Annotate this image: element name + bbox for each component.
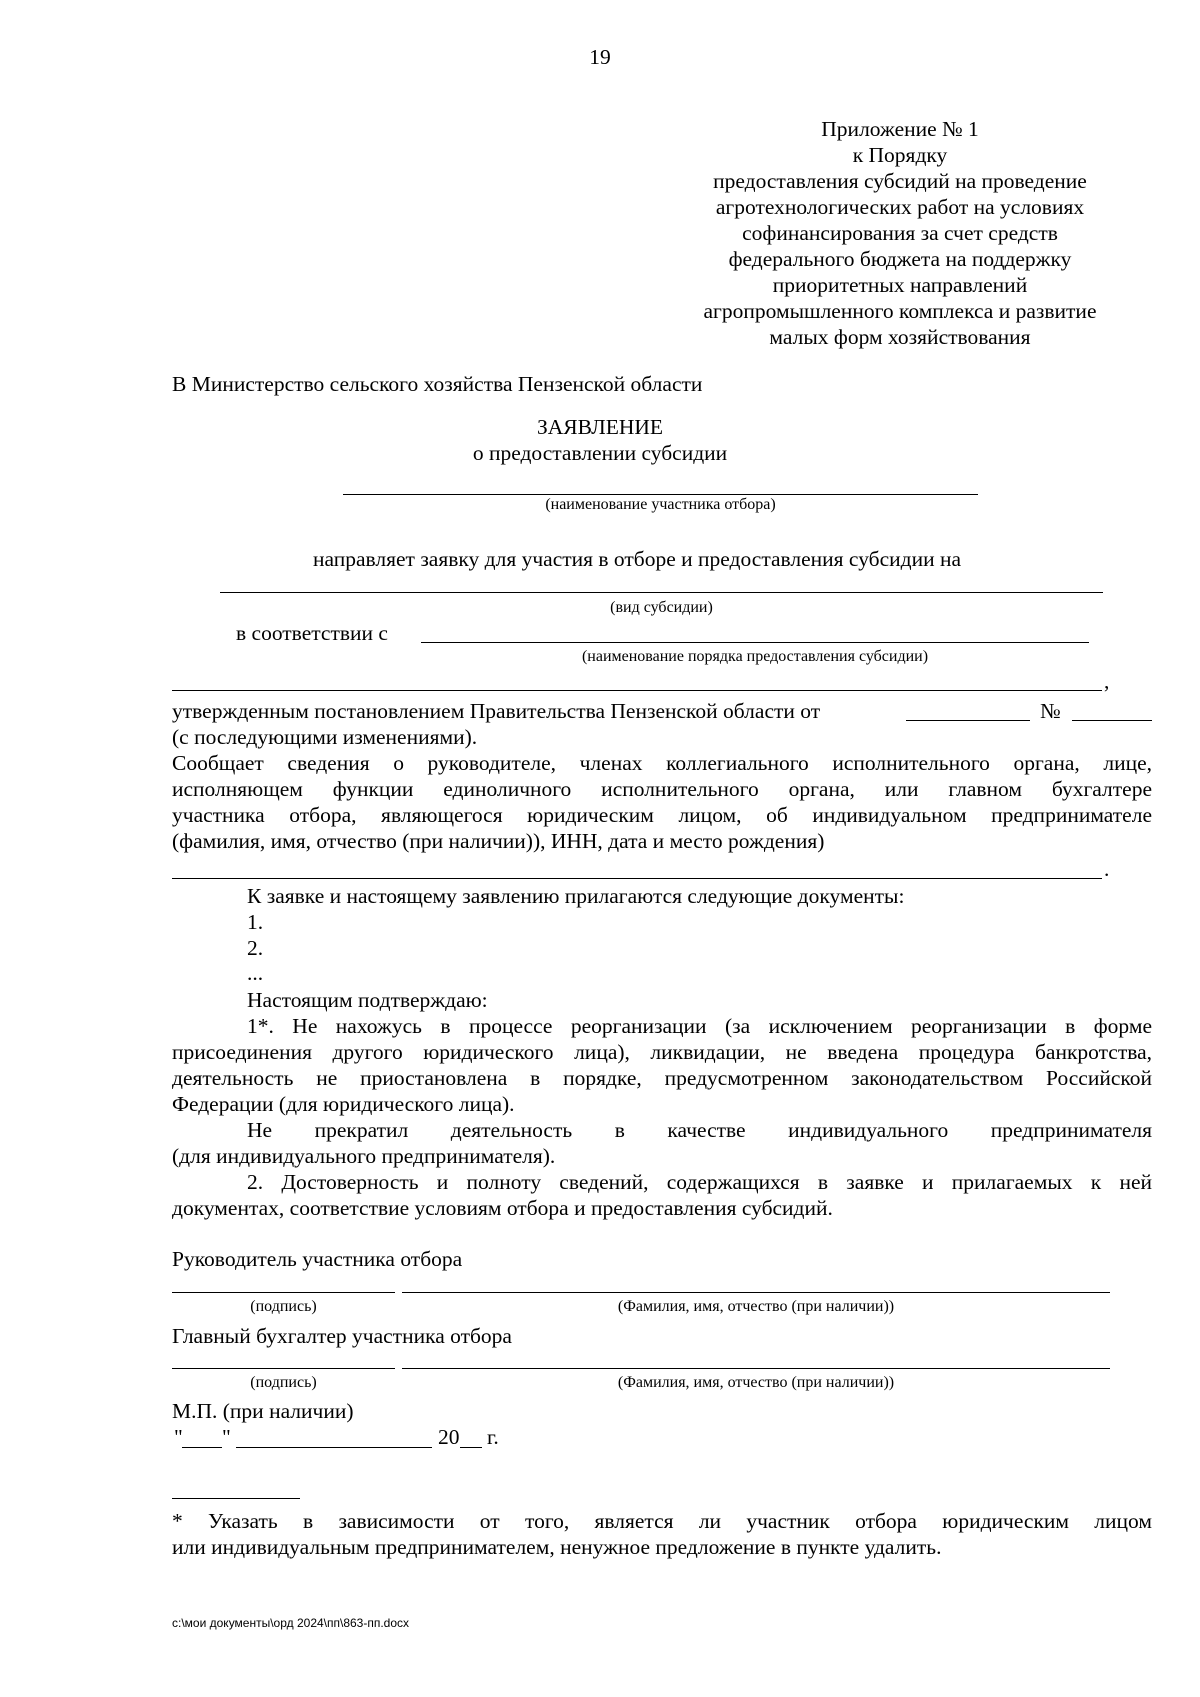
number-sign: № [1040,699,1061,723]
subsidy-type-line [220,592,1103,593]
document-title: ЗАЯВЛЕНИЕ [536,415,664,439]
footnote-line: или индивидуальным предпринимателем, ненужное предложение в пункте удалить. [172,1535,942,1559]
confirm-p1-line: деятельность не приостановлена в порядке, предусмотренном законодательством Российской [172,1066,1152,1090]
info-line: (фамилия, имя, отчество (при наличии)), ИНН, дата и место рождения) [172,829,825,853]
appendix-line: Приложение № 1 [821,117,979,141]
appendix-line: приоритетных направлений [772,273,1028,297]
info-line: Сообщает сведения о руководителе, членах коллегиального исполнительного органа, лице, [172,751,1152,775]
accountant-fio-line [402,1368,1110,1369]
info-line: исполняющем функции единоличного исполнительного органа, или главном бухгалтере [172,777,1152,801]
confirm-p2-line: Не прекратил деятельность в качестве индивидуального предпринимателя [247,1118,1152,1142]
date-year-suffix: г. [487,1425,499,1449]
subsidy-type-caption: (вид субсидии) [610,599,713,616]
approved-text: утвержденным постановлением Правительства Пензенской области от [172,699,821,723]
page-number: 19 [589,45,611,69]
attachment-item: 2. [247,936,264,960]
confirm-intro: Настоящим подтверждаю: [247,988,488,1012]
footnote-line: * Указать в зависимости от того, является ли участник отбора юридическим лицом [172,1509,1152,1533]
resolution-date-line [906,720,1030,721]
appendix-line: агропромышленного комплекса и развитие [703,299,1097,323]
document-subtitle: о предоставлении субсидии [472,441,728,465]
date-month-line [236,1447,432,1448]
resolution-number-line [1072,720,1152,721]
appendix-line: предоставления субсидий на проведение [713,169,1087,193]
fio-caption: (Фамилия, имя, отчество (при наличии)) [617,1374,895,1391]
sends-request-text: направляет заявку для участия в отборе и предоставления субсидии на [312,547,962,571]
appendix-line: к Порядку [852,143,948,167]
procedure-name-line [421,642,1089,643]
fio-caption: (Фамилия, имя, отчество (при наличии)) [617,1298,895,1315]
attachment-item: ... [247,961,264,985]
accountant-label: Главный бухгалтер участника отбора [172,1324,512,1348]
period: . [1104,857,1110,881]
amendments-text: (с последующими изменениями). [172,725,478,749]
procedure-caption: (наименование порядка предоставления субсидии) [581,648,929,665]
confirm-p1-line: Федерации (для юридического лица). [172,1092,515,1116]
participant-caption: (наименование участника отбора) [545,496,776,513]
accountant-signature-line [172,1368,395,1369]
info-fill-line [172,878,1102,879]
appendix-line: софинансирования за счет средств [742,221,1058,245]
date-year-line [460,1447,482,1448]
in-accordance-text: в соответствии с [236,621,388,645]
date-close-quote: " [222,1425,231,1449]
appendix-line: агротехнологических работ на условиях [715,195,1085,219]
confirm-p3-line: документах, соответствие условиям отбора и предоставления субсидий. [172,1196,833,1220]
signature-caption: (подпись) [250,1298,317,1315]
confirm-p2-line: (для индивидуального предпринимателя). [172,1144,556,1168]
head-signature-line [172,1292,395,1293]
confirm-p1-line: присоединения другого юридического лица), ликвидации, не введена процедура банкротства, [172,1040,1152,1064]
date-year-prefix: 20 [438,1425,460,1449]
footnote-separator [172,1498,300,1499]
head-label: Руководитель участника отбора [172,1247,463,1271]
comma: , [1104,669,1110,693]
addressee: В Министерство сельского хозяйства Пензенской области [172,372,703,396]
confirm-p1-line: 1*. Не нахожусь в процессе реорганизации (за исключением реорганизации в форме [247,1014,1152,1038]
stamp-text: М.П. (при наличии) [172,1399,354,1423]
attachment-item: 1. [247,910,264,934]
appendix-line: федерального бюджета на поддержку [728,247,1072,271]
confirm-p3-line: 2. Достоверность и полноту сведений, содержащихся в заявке и прилагаемых к ней [247,1170,1152,1194]
appendix-line: малых форм хозяйствования [769,325,1031,349]
file-path: c:\мои документы\орд 2024\пп\863-пп.docx [172,1616,410,1630]
head-fio-line [402,1292,1110,1293]
info-line: участника отбора, являющегося юридическим лицом, об индивидуальном предпринимателе [172,803,1152,827]
date-day-line [182,1447,222,1448]
date-open-quote: " [174,1425,183,1449]
procedure-continuation-line [172,690,1102,691]
signature-caption: (подпись) [250,1374,317,1391]
attachments-intro: К заявке и настоящему заявлению прилагаются следующие документы: [247,884,905,908]
